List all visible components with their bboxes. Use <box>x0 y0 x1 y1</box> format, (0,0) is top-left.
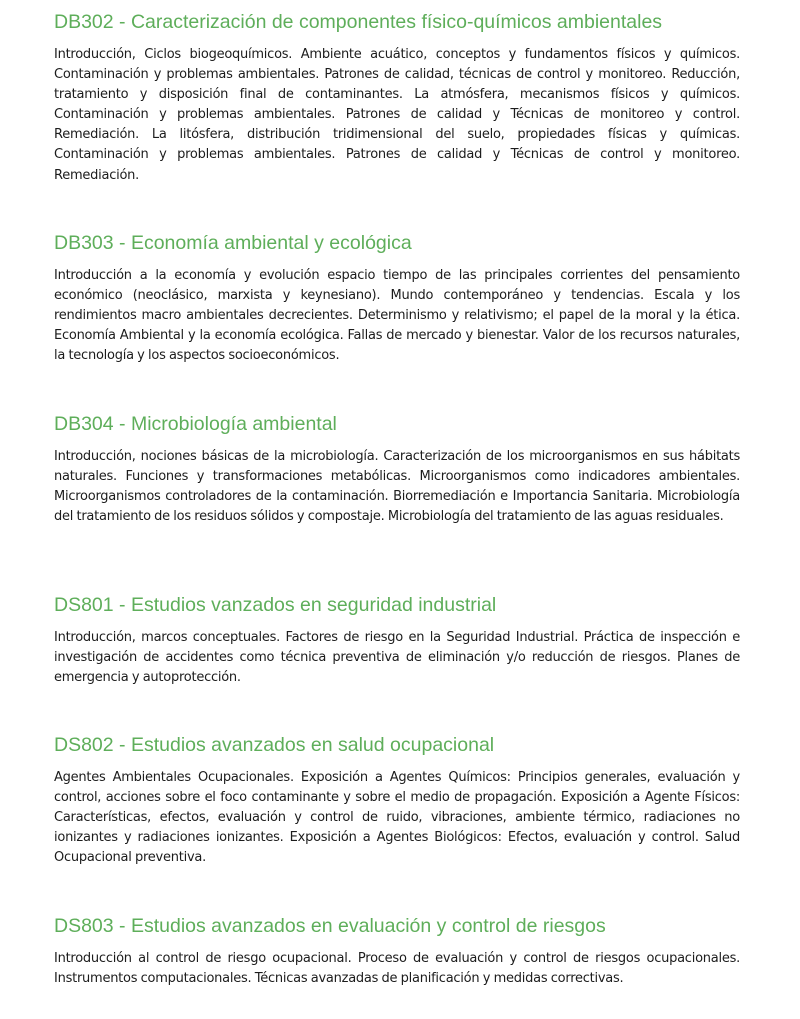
course-description: Introducción, nociones básicas de la microbiología. Caracterización de los microorganismos en sus hábitats naturales. Funciones y transformaciones metabólicas. Microorganismos como indicadores ambientales. Microorganismos controladores de la contaminación. Biorremediación e Importancia Sanitaria. Microbiología del tratamiento de los residuos sólidos y compostaje. Microbiología del tratamiento de las aguas residuales. <box>54 449 740 525</box>
course-description: Introducción al control de riesgo ocupacional. Proceso de evaluación y control de riesgos ocupacionales. Instrumentos computacionales. Técnicas avanzadas de planificación y medidas correctivas. <box>54 951 740 987</box>
course-title: DS802 - Estudios avanzados en salud ocupacional <box>54 734 495 756</box>
course-title: DS801 - Estudios vanzados en seguridad industrial <box>54 594 497 616</box>
course-section-ds802 <box>54 733 740 868</box>
course-title: DB302 - Caracterización de componentes físico-químicos ambientales <box>54 11 663 33</box>
course-section-ds801 <box>54 593 740 688</box>
course-title: DS803 - Estudios avanzados en evaluación y control de riesgos <box>54 915 606 937</box>
course-section-db302 <box>54 10 740 186</box>
course-description: Introducción a la economía y evolución espacio tiempo de las principales corrientes del pensamiento económico (neoclásico, marxista y keynesiano). Mundo contemporáneo y tendencias. Escala y los rendimientos macro ambientales decrecientes. Determinismo y relativismo; el papel de la moral y la ética. Economía Ambiental y la economía ecológica. Fallas de mercado y bienestar. Valor de los recursos naturales, la tecnología y los aspectos socioeconómicos. <box>54 268 740 364</box>
course-title: DB304 - Microbiología ambiental <box>54 413 337 435</box>
course-description: Agentes Ambientales Ocupacionales. Exposición a Agentes Químicos: Principios generales, evaluación y control, acciones sobre el foco contaminante y sobre el medio de propagación. Exposición a Agente Físicos: Características, efectos, evaluación y control de ruido, vibraciones, ambiente térmico, radiaciones no ionizantes y radiaciones ionizantes. Exposición a Agentes Biológicos: Efectos, evaluación y control. Salud Ocupacional preventiva. <box>54 770 740 866</box>
course-description: Introducción, Ciclos biogeoquímicos. Ambiente acuático, conceptos y fundamentos físicos y químicos. Contaminación y problemas ambientales. Patrones de calidad, técnicas de control y monitoreo. Reducción, tratamiento y disposición final de contaminantes. La atmósfera, mecanismos físicos y químicos. Contaminación y problemas ambientales. Patrones de calidad y Técnicas de monitoreo y control. Remediación. La litósfera, distribución tridimensional del suelo, propiedades físicas y químicas. Contaminación y problemas ambientales. Patrones de calidad y Técnicas de control y monitoreo. Remediación. <box>54 47 740 183</box>
course-title: DB303 - Economía ambiental y ecológica <box>54 232 412 254</box>
course-section-db303 <box>54 231 740 366</box>
course-description: Introducción, marcos conceptuales. Factores de riesgo en la Seguridad Industrial. Práctica de inspección e investigación de accidentes como técnica preventiva de eliminación y/o reducción de riesgos. Planes de emergencia y autoprotección. <box>54 630 740 686</box>
course-section-ds803 <box>54 914 740 989</box>
course-section-db304 <box>54 412 740 527</box>
